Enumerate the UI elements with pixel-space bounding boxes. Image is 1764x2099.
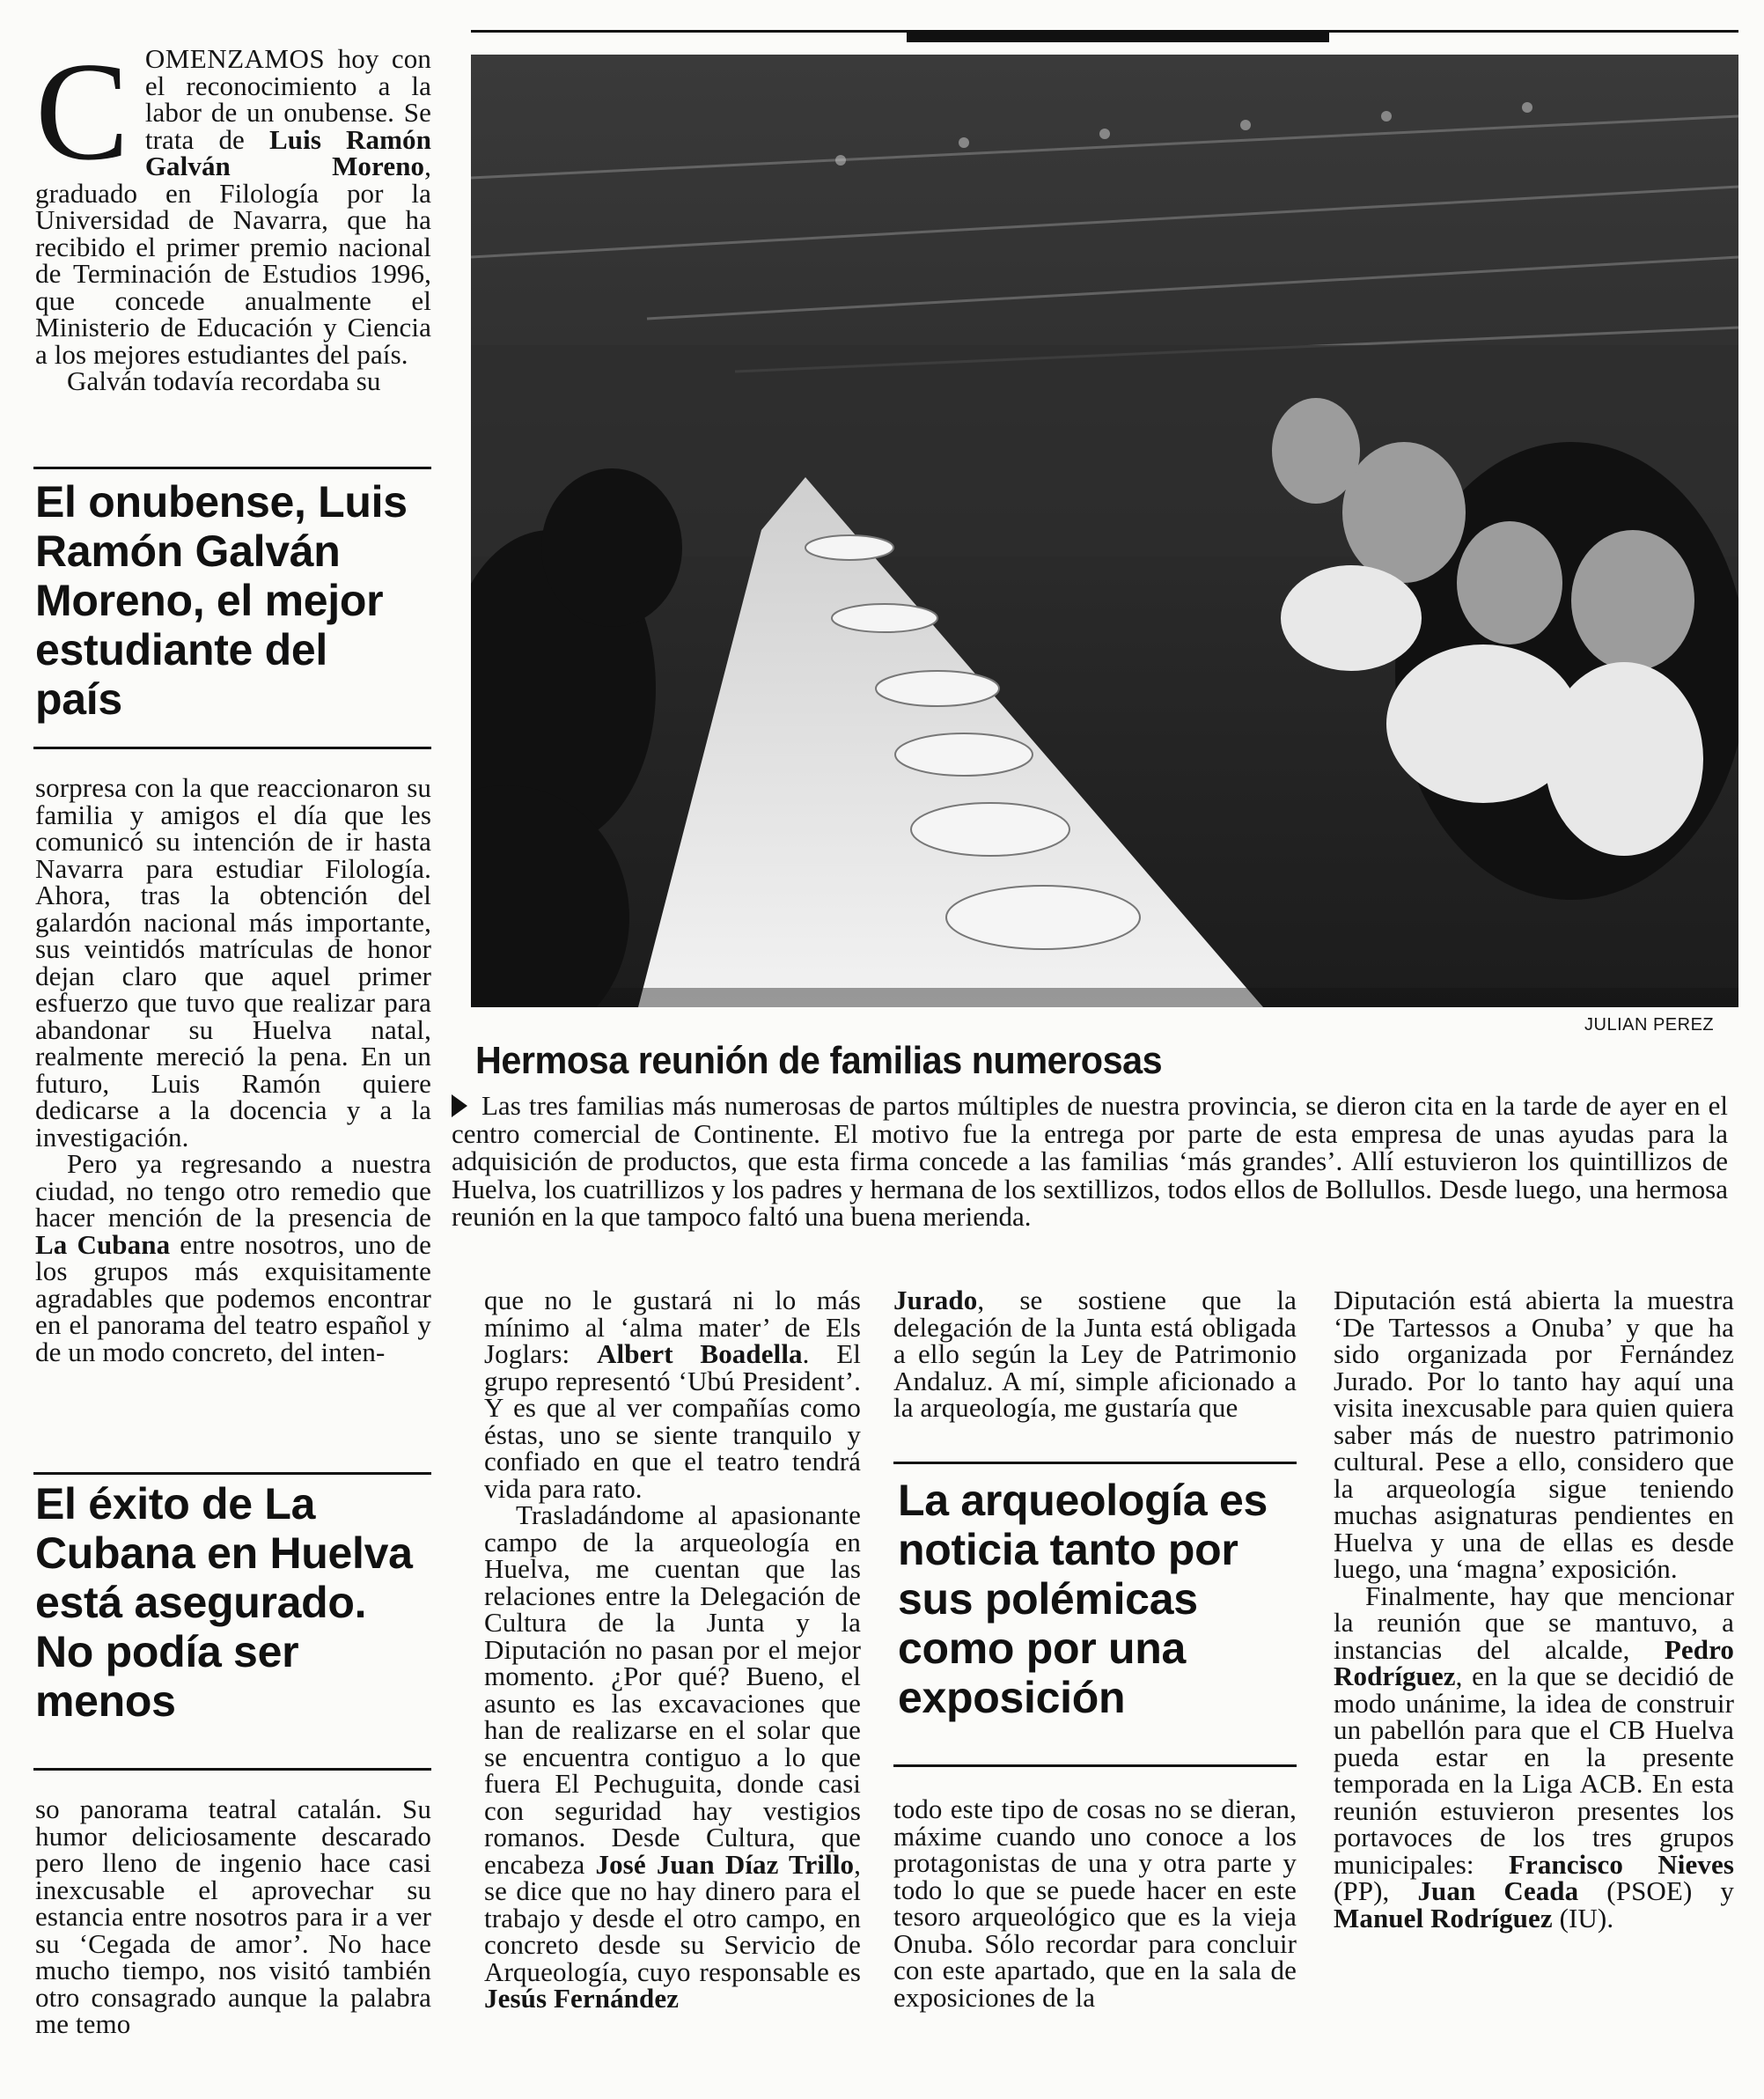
caption-text: Las tres familias más numerosas de partos múltiples de nuestra provincia, se dieron cita en la tarde de ayer en el centro comercial de Continente. El motivo fue la entrega por parte de esta empresa de unas ayudas para la adquisición de productos, que esta firma concede a las familias ‘más grandes’. Allí estuvieron los quintillizos de Huelva, los cuatrillizos y los padres y hermana de los sextillizos, todos ellos de Bollullos. Desde luego, una hermosa reunión en la que tampoco faltó una buena merienda.: [452, 1090, 1728, 1232]
article-text: Finalmente, hay que mencionar la reunión que se mantuvo, a instancias del alcalde,: [1334, 1580, 1734, 1665]
article-text: (PSOE) y: [1578, 1875, 1735, 1906]
column-2: [484, 1287, 861, 2013]
column-3-top: [893, 1287, 1297, 1422]
article-paragraph: Diputación está abierta la muestra ‘De Tartessos a Onuba’ y que ha sido organizada por Fernández Jurado. Por lo tanto hay aquí una visita inexcusable para quien quiera saber más de nuestro patrimonio cultural. Pese a ello, considero que la arqueología sigue teniendo muchas asignaturas pendientes en Huelva y una de ellas es desde luego, una ‘magna’ exposición.: [1334, 1285, 1734, 1584]
column-1-top: [35, 33, 431, 396]
article-text: , en la que se decidió de modo unánime, la idea de construir un pabellón para que el CB Huelva pueda estar en la presente temporada en la Liga ACB. En esta reunión estuvieron presentes los portavoces de los tres grupos municipales:: [1334, 1661, 1734, 1880]
caption-body: [452, 1092, 1728, 1231]
article-text: . El grupo representó ‘Ubú President’. Y es que al ver compañías como éstas, uno se siente tranquilo y confiado en que el teatro tendrá vida para rato.: [484, 1338, 861, 1504]
person-name: Luis Ramón Galván Moreno: [144, 123, 431, 181]
top-rule-thick: [907, 32, 1329, 42]
column-3-bottom: [893, 1793, 1297, 2013]
article-text: , se dice que no hay dinero para el trabajo y desde el otro campo, en concreto desde su Servicio de Arqueología, cuyo responsable es: [484, 1848, 861, 1987]
headline-rule: [33, 1768, 431, 1771]
article-text: (PP),: [1334, 1875, 1418, 1906]
column-1-middle: [35, 772, 432, 1367]
column-1-bottom: [35, 1793, 431, 2039]
person-name: Jesús Fernández: [484, 1983, 680, 2014]
headline-rule: [893, 1764, 1297, 1767]
article-paragraph: sorpresa con la que reaccionaron su familia y amigos el día que les comunicó su intención de ir hasta Navarra para estudiar Filología. Ahora, tras la obtención del galardón nacional más importante, sus veintidós matrículas de honor dejan claro que aquel primer esfuerzo que tuvo que realizar para abandonar su Huelva natal, realmente mereció la pena. En un futuro, Luis Ramón quiere dedicarse a la docencia y a la investigación.: [35, 772, 431, 1153]
drop-cap: C: [35, 33, 129, 189]
article-paragraph: so panorama teatral catalán. Su humor deliciosamente descarado pero lleno de ingenio hace casi inexcusable el aprovechar su estancia entre nosotros para ir a ver su ‘Cegada de amor’. No hace mucho tiempo, nos visitó también otro consagrado aunque la palabra me temo: [35, 1793, 431, 2039]
headline-rule: [893, 1462, 1297, 1464]
lead-caps: OMENZAMOS: [144, 43, 326, 74]
person-name: Manuel Rodríguez: [1334, 1902, 1553, 1933]
person-name: Juan Ceada: [1417, 1875, 1579, 1906]
person-name: Pedro Rodríguez: [1334, 1633, 1734, 1691]
caption-title: Hermosa reunión de familias numerosas: [475, 1039, 1163, 1082]
column-4: [1334, 1287, 1734, 1932]
headline-cubana: El éxito de La Cubana en Huelva está asegurado. No podía ser menos: [35, 1479, 413, 1726]
article-paragraph: todo este tipo de cosas no se dieran, máxime cuando uno conoce a los protagonistas de una y otra parte y todo lo que se puede hacer en este tesoro arqueológico que es la vieja Onuba. Sólo recordar para concluir con este apartado, que en la sala de exposiciones de la: [893, 1793, 1297, 2013]
bullet-triangle-icon: [452, 1094, 467, 1117]
headline-rule: [33, 747, 431, 749]
article-text: , se sostiene que la delegación de la Junta está obligada a ello según la Ley de Patrimonio Andaluz. A mí, simple aficionado a la arqueología, me gustaría que: [893, 1285, 1297, 1423]
person-name: Albert Boadella: [597, 1338, 803, 1369]
person-name: Jurado: [893, 1285, 978, 1315]
person-name: José Juan Díaz Trillo: [595, 1848, 855, 1880]
group-name: La Cubana: [35, 1228, 171, 1260]
headline-galvan: El onubense, Luis Ramón Galván Moreno, el mejor estudiante del país: [35, 477, 408, 724]
news-photo: [471, 55, 1738, 1007]
headline-arqueologia: La arqueología es noticia tanto por sus polémicas como por una exposición: [898, 1476, 1268, 1722]
article-text: (IU).: [1552, 1902, 1614, 1933]
article-text: , graduado en Filología por la Universidad de Navarra, que ha recibido el primer premio nacional de Terminación de Estudios 1996, que concede anualmente el Ministerio de Educación y Ciencia a los mejores estudiantes del país.: [35, 151, 431, 370]
article-text: Pero ya regresando a nuestra ciudad, no tengo otro remedio que hacer mención de la presencia de: [35, 1148, 431, 1233]
article-text: hoy con el reconocimiento a la labor de un onubense. Se trata de: [144, 43, 431, 155]
article-text: entre nosotros, uno de los grupos más exquisitamente agradables que podemos encontrar en el panorama del teatro español y de un modo concreto, del inten-: [35, 1228, 432, 1367]
article-text: Trasladándome al apasionante campo de la arqueología en Huelva, me cuentan que las relaciones entre la Delegación de Cultura de la Junta y la Diputación no pasan por el mejor momento. ¿Por qué? Bueno, el asunto es las excavaciones que han de realizarse en el solar que se encuentra contiguo a lo que fuera El Pechuguita, donde casi con seguridad hay vestigios romanos. Desde Cultura, que encabeza: [484, 1499, 861, 1880]
photo-credit: JULIAN PEREZ: [1584, 1015, 1715, 1035]
article-text: que no le gustará ni lo más mínimo al ‘alma mater’ de Els Joglars:: [484, 1285, 861, 1369]
article-paragraph: Galván todavía recordaba su: [67, 365, 381, 396]
person-name: Francisco Nieves: [1508, 1848, 1734, 1880]
headline-rule: [33, 1472, 431, 1475]
headline-rule: [33, 467, 431, 469]
